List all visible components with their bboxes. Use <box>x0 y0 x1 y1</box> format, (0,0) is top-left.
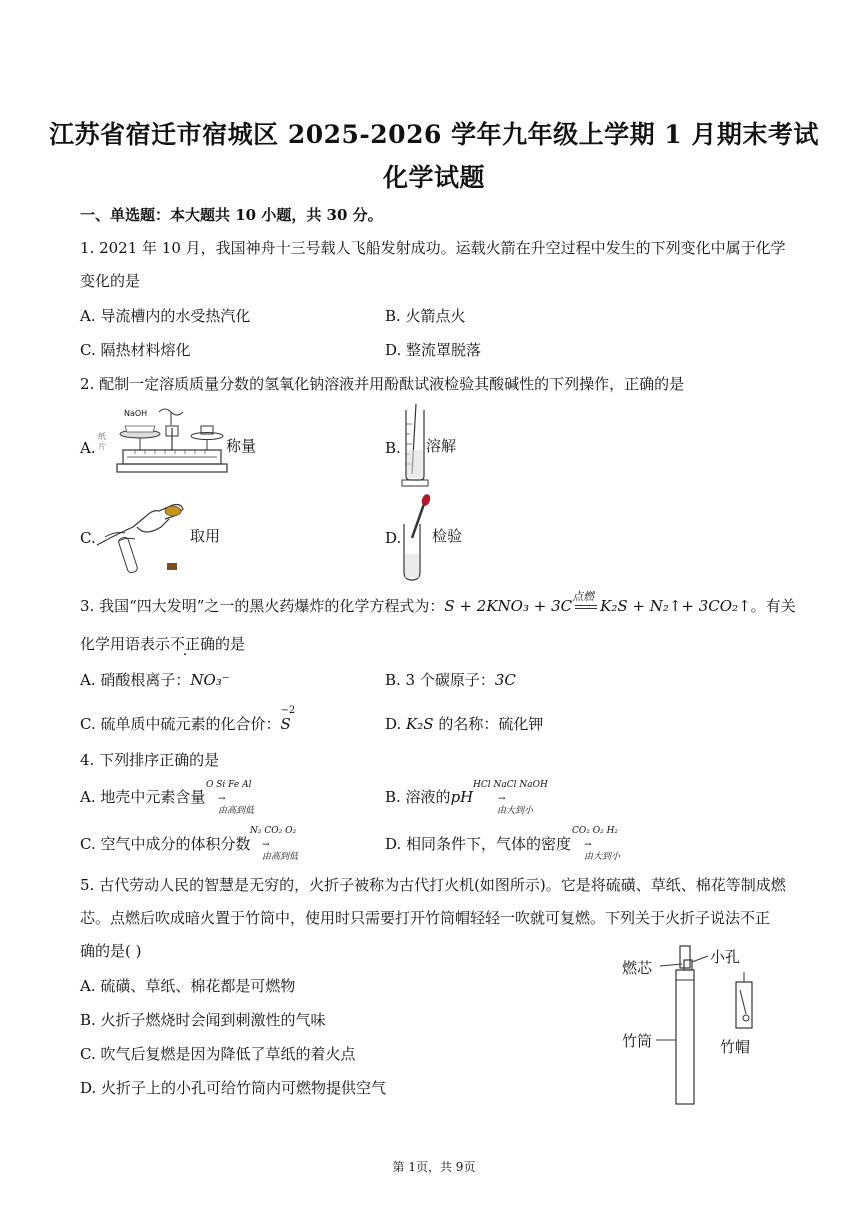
page-footer: 第 1页，共 9页 <box>392 1160 476 1174</box>
q4-c-top: N₂ CO₂ O₂ <box>250 826 297 836</box>
q3-stem-emphasis: 不正 <box>170 635 201 653</box>
q3-stem-a: 化学用语表示 <box>80 635 171 653</box>
q2-option-b-letter: B. <box>385 439 401 457</box>
q2-option-b-label: 溶解 <box>426 437 457 455</box>
q5-option-d: D. 火折子上的小孔可给竹筒内可燃物提供空气 <box>80 1079 387 1097</box>
q3-option-d-suffix: 的名称：硫化钾 <box>438 715 544 733</box>
q2-option-c-label: 取用 <box>190 527 221 545</box>
q4-option-b-text: B. 溶液的 <box>385 788 451 806</box>
q1-stem-line2: 变化的是 <box>80 272 141 290</box>
q3-stem-suffix: 。有关 <box>750 597 796 615</box>
q3-stem-line1 <box>80 590 796 616</box>
q4-a-bottom: 由高到低 <box>218 806 255 816</box>
q4-option-b <box>385 787 473 807</box>
q4-d-arrow: → <box>584 840 592 850</box>
q4-b-bottom: 由大到小 <box>497 806 534 816</box>
q3-option-c-symbol <box>280 705 296 734</box>
q5-option-c: C. 吹气后复燃是因为降低了草纸的着火点 <box>80 1045 356 1063</box>
exam-title: 江苏省宿迁市宿城区 2025-2026 学年九年级上学期 1 月期末考试 <box>49 120 819 149</box>
q1-option-b: B. 火箭点火 <box>385 307 466 325</box>
q3-stem-c: 确的是 <box>200 635 246 653</box>
q2-option-d-letter: D. <box>385 529 402 547</box>
q4-d-bottom: 由大到小 <box>584 852 621 862</box>
balance-figure <box>95 408 235 476</box>
q1-option-a: A. 导流槽内的水受热汽化 <box>80 307 251 325</box>
q4-c-arrow: → <box>262 840 270 850</box>
fig-hole-label: 小孔 <box>710 948 741 966</box>
q2-option-d-label: 检验 <box>432 527 463 545</box>
q3-equation-condition: 点燃 <box>572 590 595 603</box>
q4-option-a: A. 地壳中元素含量 <box>80 788 206 806</box>
q4-b-arrow: → <box>498 794 506 804</box>
fig-cap-label: 竹帽 <box>720 1038 751 1056</box>
pouring-figure <box>95 497 195 577</box>
q3-option-a <box>80 670 230 690</box>
q3-stem-prefix: 3. 我国“四大发明”之一的黑火药爆炸的化学方程式为： <box>80 597 445 615</box>
q1-stem-line1: 1. 2021 年 10 月，我国神舟十三号载人飞船发射成功。运载火箭在升空过程中发生的下列变化中属于化学 <box>80 239 786 257</box>
q5-stem-line2: 芯。点燃后吹成暗火置于竹筒中，使用时只需要打开竹筒帽轻轻一吹就可复燃。下列关于火折子说法不正 <box>80 909 771 927</box>
q3-option-c-charge: −2 <box>280 705 296 716</box>
q3-equation-left: S + 2KNO₃ + 3C <box>444 597 573 615</box>
q4-option-b-ph: pH <box>450 788 474 806</box>
q5-stem-line3: 确的是( ) <box>80 942 142 960</box>
q4-stem: 4. 下列排序正确的是 <box>80 751 220 769</box>
q3-option-a-formula: NO₃⁻ <box>190 671 230 689</box>
q3-option-a-text: A. 硝酸根离子： <box>80 671 191 689</box>
q3-option-d-formula: K₂S <box>406 715 434 733</box>
exam-subtitle: 化学试题 <box>382 163 485 192</box>
q5-option-a: A. 硫磺、草纸、棉花都是可燃物 <box>80 977 296 995</box>
q3-option-c <box>80 705 296 734</box>
paper-tag: 纸片 <box>98 432 106 451</box>
q2-option-a-letter: A. <box>80 439 96 457</box>
q1-option-d: D. 整流罩脱落 <box>385 341 482 359</box>
q3-option-b-text: B. 3 个碳原子： <box>385 671 495 689</box>
q4-option-d: D. 相同条件下，气体的密度 <box>385 835 572 853</box>
q4-a-arrow: → <box>218 794 226 804</box>
q1-option-c: C. 隔热材料熔化 <box>80 341 191 359</box>
fig-tube-label: 竹筒 <box>622 1032 653 1050</box>
q5-option-b: B. 火折子燃烧时会闻到刺激性的气味 <box>80 1011 326 1029</box>
q4-a-top: O Si Fe Al <box>206 780 252 790</box>
q3-option-c-text: C. 硫单质中硫元素的化合价： <box>80 715 281 733</box>
q4-d-top: CO₂ O₂ H₂ <box>572 826 619 836</box>
q3-option-d <box>385 714 543 734</box>
q3-option-b <box>385 670 516 690</box>
section-heading: 一、单选题：本大题共 10 小题，共 30 分。 <box>80 206 383 224</box>
q3-option-c-formula: S <box>280 715 291 733</box>
q2-option-a-label: 称量 <box>226 437 257 455</box>
q5-stem-line1: 5. 古代劳动人民的智慧是无穷的，火折子被称为古代打火机(如图所示)。它是将硫磺、草纸、棉花等制成燃 <box>80 876 786 894</box>
q3-equation-right: K₂S + N₂↑+ 3CO₂↑ <box>600 597 751 615</box>
q3-equation-arrow <box>572 590 600 616</box>
q3-option-b-formula: 3C <box>494 671 516 689</box>
q4-b-top: HCl NaCl NaOH <box>473 780 548 790</box>
q4-c-bottom: 由高到低 <box>262 852 299 862</box>
q2-option-c-letter: C. <box>80 529 96 547</box>
q3-option-d-prefix: D. <box>385 715 402 733</box>
q3-stem-line2 <box>80 634 245 654</box>
q4-option-c: C. 空气中成分的体积分数 <box>80 835 251 853</box>
naoh-tag: NaOH <box>124 409 148 418</box>
fig-wick-label: 燃芯 <box>622 959 653 977</box>
q2-stem: 2. 配制一定溶质质量分数的氢氧化钠溶液并用酚酞试液检验其酸碱性的下列操作，正确的是 <box>80 375 685 393</box>
